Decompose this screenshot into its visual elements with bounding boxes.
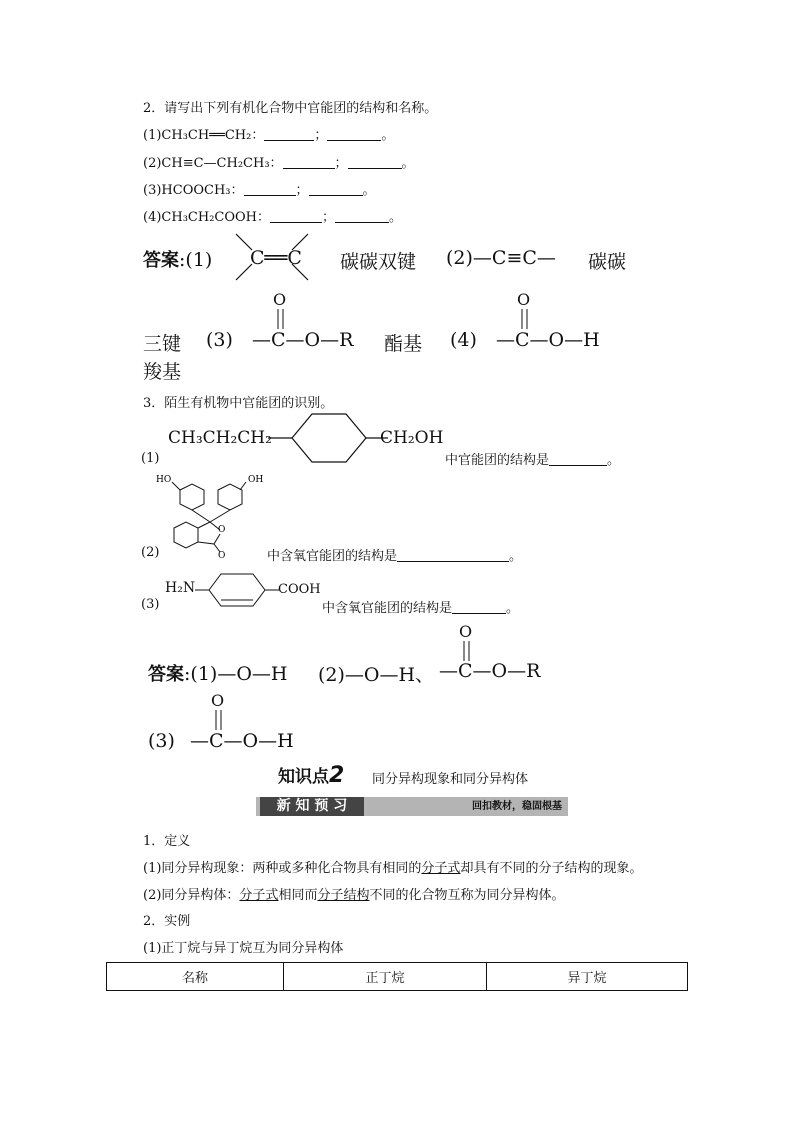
name-ester: 酯基: [384, 333, 423, 355]
question-text: 中含氧官能团的结构是: [267, 549, 398, 564]
answer-blank[interactable]: [327, 127, 381, 141]
text: 却具有不同的分子结构的现象。: [460, 861, 643, 876]
answer-part: :(1)—O—H: [184, 663, 288, 685]
answer-label: 答案: [143, 250, 179, 271]
ring-oxygen: O: [218, 525, 226, 535]
q3-item-1-right-formula: CH₂OH: [380, 428, 444, 448]
banner-right-label: 回扣教材，稳固根基: [472, 801, 562, 812]
definition-1: [143, 857, 642, 876]
separator: ；: [322, 210, 336, 225]
q2-item-3: [143, 179, 376, 198]
table-header-row: [107, 963, 688, 991]
acid-structure: —C—O—H: [496, 329, 600, 351]
kp-label: 知识点: [278, 767, 329, 787]
period: 。: [362, 183, 376, 198]
name-double-bond: 碳碳双键: [340, 251, 417, 273]
cyclohexane-ring: [268, 410, 388, 466]
double-bond-vertical: [461, 641, 473, 661]
answer-blank[interactable]: [283, 155, 335, 169]
q3-item-1-label: (1): [141, 451, 160, 466]
question-text: 中含氧官能团的结构是: [322, 601, 453, 616]
underlined-term: 分子式: [239, 888, 279, 903]
answer-blank[interactable]: [452, 600, 506, 614]
underlined-term: 分子结构: [317, 888, 370, 903]
hydroxyl-label: HO: [156, 475, 172, 485]
q3-item-2-question: [267, 545, 522, 564]
q2-item-2: [143, 152, 415, 171]
period: 。: [506, 601, 520, 616]
section-banner: [256, 797, 568, 816]
hydroxyl-label: OH: [248, 475, 264, 485]
q2-item-label: (1)CH₃CH══CH₂：: [143, 128, 265, 143]
ester-structure: —C—O—R: [439, 660, 541, 682]
q2-item-label: (3)HCOOCH₃：: [143, 183, 244, 198]
answer-blank[interactable]: [264, 127, 314, 141]
period: 。: [381, 128, 395, 143]
name-triple-bond-a: 碳碳: [588, 251, 627, 273]
carboxyl-group: COOH: [278, 582, 321, 597]
text: (1)同分异构现象：两种或多种化合物具有相同的: [143, 861, 422, 876]
answer-part: :(1): [179, 249, 213, 271]
double-bond-vertical: [213, 710, 225, 730]
double-bond-text: C══C: [250, 247, 302, 269]
name-triple-bond-b: 三键: [143, 333, 182, 355]
text: 不同的化合物互称为同分异构体。: [369, 888, 565, 903]
q2-item-label: (4)CH₃CH₂COOH：: [143, 210, 271, 225]
answer-blank[interactable]: [335, 209, 389, 223]
separator: ；: [334, 156, 348, 171]
q3-item-1-question: [445, 449, 620, 468]
answer-label: 答案: [148, 664, 184, 685]
answer-blank[interactable]: [309, 182, 363, 196]
period: 。: [389, 210, 403, 225]
answer-part-4: (4): [450, 329, 477, 351]
ester-structure: —C—O—R: [252, 329, 354, 351]
carbonyl-oxygen: O: [517, 290, 531, 309]
knowledge-point-heading: [278, 762, 344, 788]
q3-item-3-question: [322, 597, 519, 616]
answer-3-part2: (2)—O—H、: [318, 664, 435, 686]
definition-heading: 1．定义: [143, 834, 191, 849]
example-heading: 2．实例: [143, 914, 191, 929]
carbonyl-oxygen: O: [459, 622, 473, 641]
q2-item-label: (2)CH≡C—CH₂CH₃：: [143, 156, 283, 171]
name-carboxyl: 羧基: [143, 361, 182, 383]
q3-item-1-left-formula: CH₃CH₂CH₂: [168, 428, 272, 448]
double-bond-vertical: [275, 309, 287, 329]
separator: ；: [314, 128, 328, 143]
q3-title: 3．陌生有机物中官能团的识别。: [143, 396, 334, 411]
q3-item-3-label: (3): [141, 597, 160, 612]
answer-blank[interactable]: [244, 182, 296, 196]
answer-blank[interactable]: [549, 452, 607, 466]
answer-2-line1: [143, 246, 212, 272]
carbonyl-oxygen: O: [273, 290, 287, 309]
table-header-cell: 正丁烷: [284, 963, 487, 991]
carbonyl-oxygen: O: [211, 691, 225, 710]
text: 相同而: [278, 888, 318, 903]
double-bond-vertical: [519, 309, 531, 329]
question-text: 中官能团的结构是: [445, 453, 550, 468]
banner-left-label: 新 知 预 习: [260, 797, 364, 816]
kp-number: 2: [329, 763, 345, 788]
answer-blank[interactable]: [348, 155, 402, 169]
period: 。: [509, 549, 523, 564]
acid-structure: —C—O—H: [190, 730, 294, 752]
q2-item-4: [143, 206, 402, 225]
answer-part-3: (3): [206, 329, 233, 351]
isomer-table: [106, 962, 688, 991]
q2-item-1: [143, 124, 394, 143]
example-1: (1)正丁烷与异丁烷互为同分异构体: [143, 941, 344, 956]
answer-3-part3: (3): [148, 730, 175, 752]
separator: ；: [295, 183, 309, 198]
q3-item-2-label: (2): [141, 545, 160, 560]
amino-group: H₂N: [165, 580, 196, 596]
benzene-ring: [195, 570, 285, 610]
phenolphthalein-structure: [150, 470, 280, 560]
answer-3-line1: [148, 660, 287, 686]
keto-oxygen: O: [218, 551, 226, 560]
definition-2: [143, 884, 564, 903]
period: 。: [401, 156, 415, 171]
underlined-term: 分子式: [421, 861, 461, 876]
table-header-cell: 名称: [107, 963, 284, 991]
text: (2)同分异构体：: [143, 888, 240, 903]
q2-title: 2．请写出下列有机化合物中官能团的结构和名称。: [143, 101, 438, 116]
kp-title: 同分异构现象和同分异构体: [372, 772, 529, 787]
triple-bond-answer: (2)—C≡C—: [446, 247, 556, 269]
answer-blank[interactable]: [397, 548, 509, 562]
period: 。: [607, 453, 621, 468]
table-header-cell: 异丁烷: [487, 963, 688, 991]
answer-blank[interactable]: [270, 209, 322, 223]
